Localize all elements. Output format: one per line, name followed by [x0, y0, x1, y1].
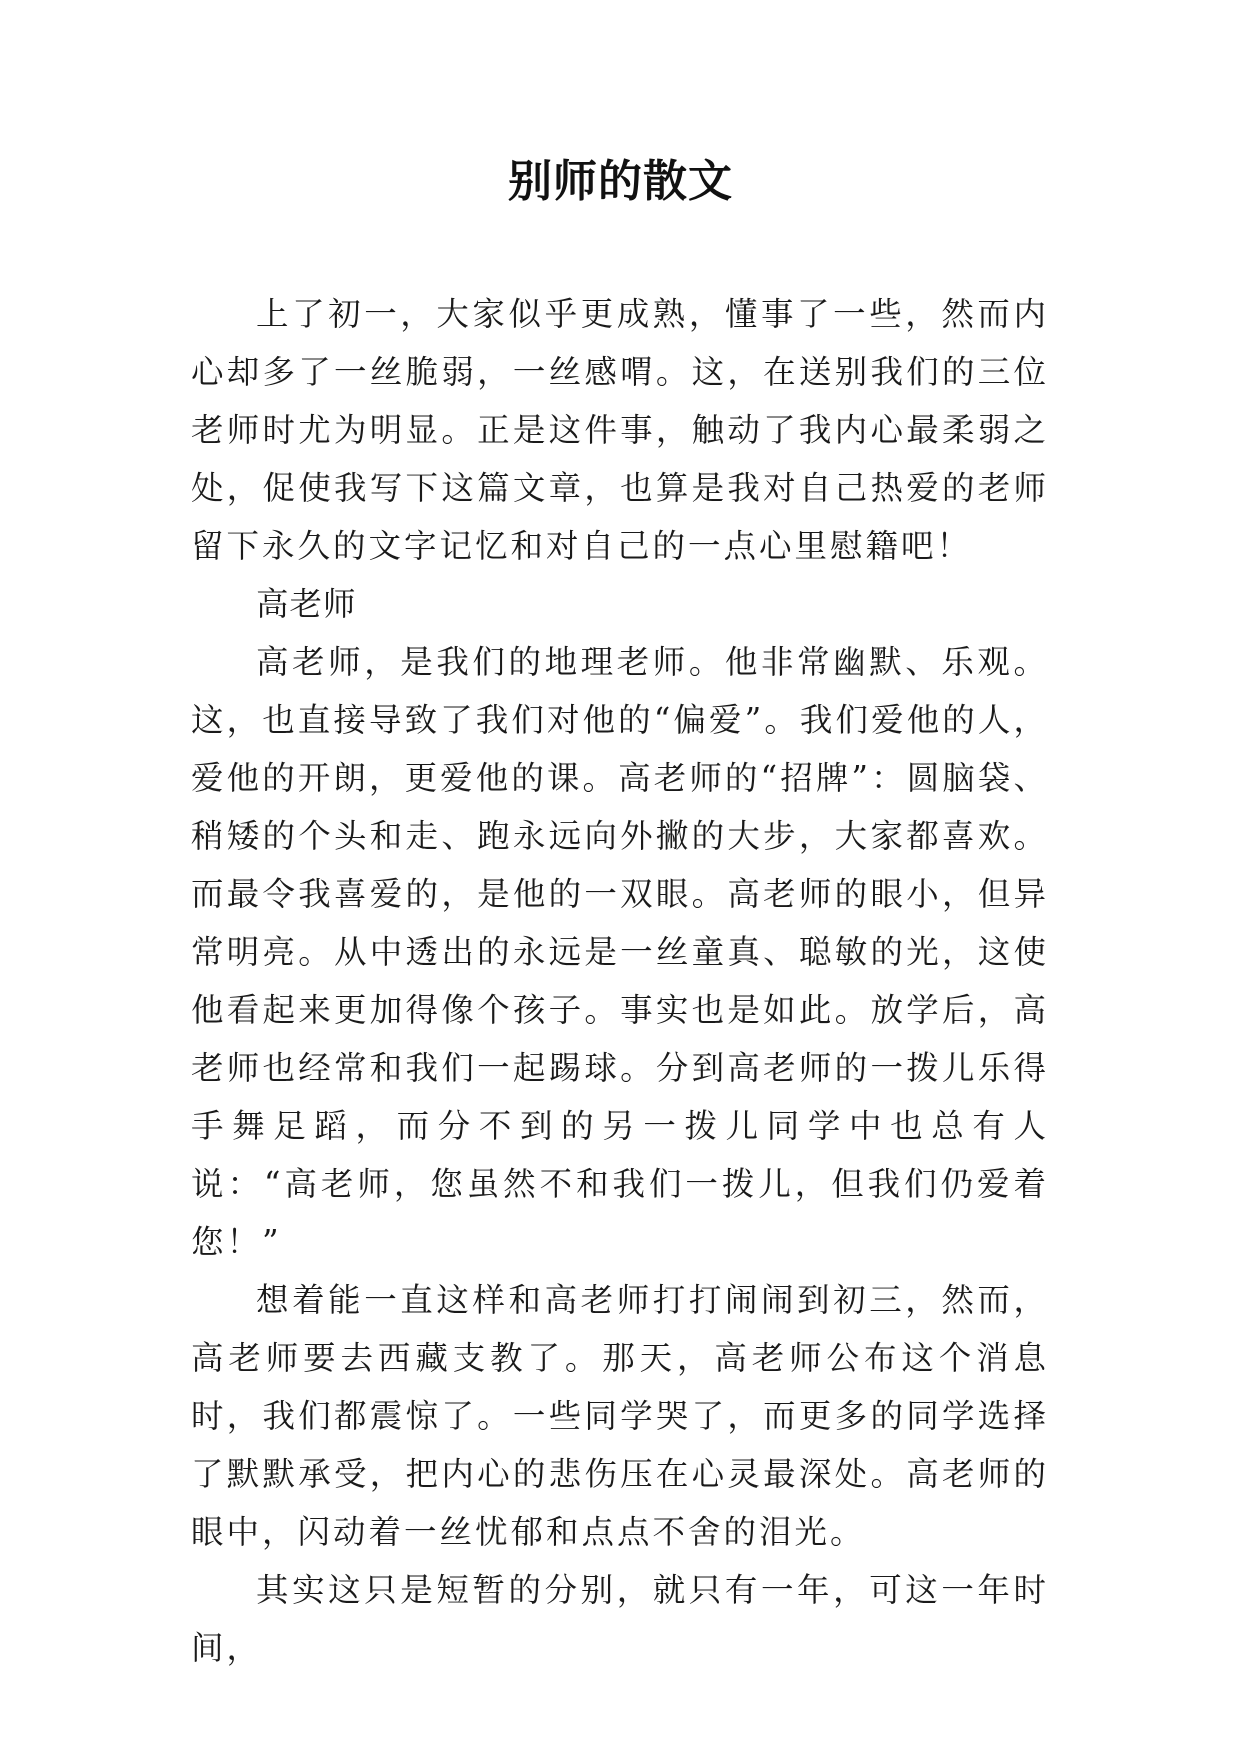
paragraph-gao-description: 高老师，是我们的地理老师。他非常幽默、乐观。这，也直接导致了我们对他的“偏爱”。我们爱他的人，爱他的开朗，更爱他的课。高老师的“招牌”：圆脑袋、稍矮的个头和走、跑永远向外撇的大步，大家都喜欢。而最令我喜爱的，是他的一双眼。高老师的眼小，但异常明亮。从中透出的永远是一丝童真、聪敏的光，这使他看起来更加得像个孩子。事实也是如此。放学后，高老师也经常和我们一起踢球。分到高老师的一拨儿乐得手舞足蹈，而分不到的另一拨儿同学中也总有人说：“高老师，您虽然不和我们一拨儿，但我们仍爱着您！” [191, 643, 1049, 1261]
section-heading-gao: 高老师 [256, 585, 357, 623]
paragraph-gao-farewell: 想着能一直这样和高老师打打闹闹到初三，然而，高老师要去西藏支教了。那天，高老师公布这个消息时，我们都震惊了。一些同学哭了，而更多的同学选择了默默承受，把内心的悲伤压在心灵最深处。高老师的眼中，闪动着一丝忧郁和点点不舍的泪光。 [191, 1281, 1049, 1551]
page-title: 别师的散文 [508, 156, 733, 207]
article-body [191, 285, 1049, 1677]
paragraph-separation: 其实这只是短暂的分别，就只有一年，可这一年时间， [191, 1571, 1049, 1667]
paragraph-intro: 上了初一，大家似乎更成熟，懂事了一些，然而内心却多了一丝脆弱，一丝感喟。这，在送别我们的三位老师时尤为明显。正是这件事，触动了我内心最柔弱之处，促使我写下这篇文章，也算是我对自己热爱的老师留下永久的文字记忆和对自己的一点心里慰籍吧！ [191, 295, 1049, 565]
